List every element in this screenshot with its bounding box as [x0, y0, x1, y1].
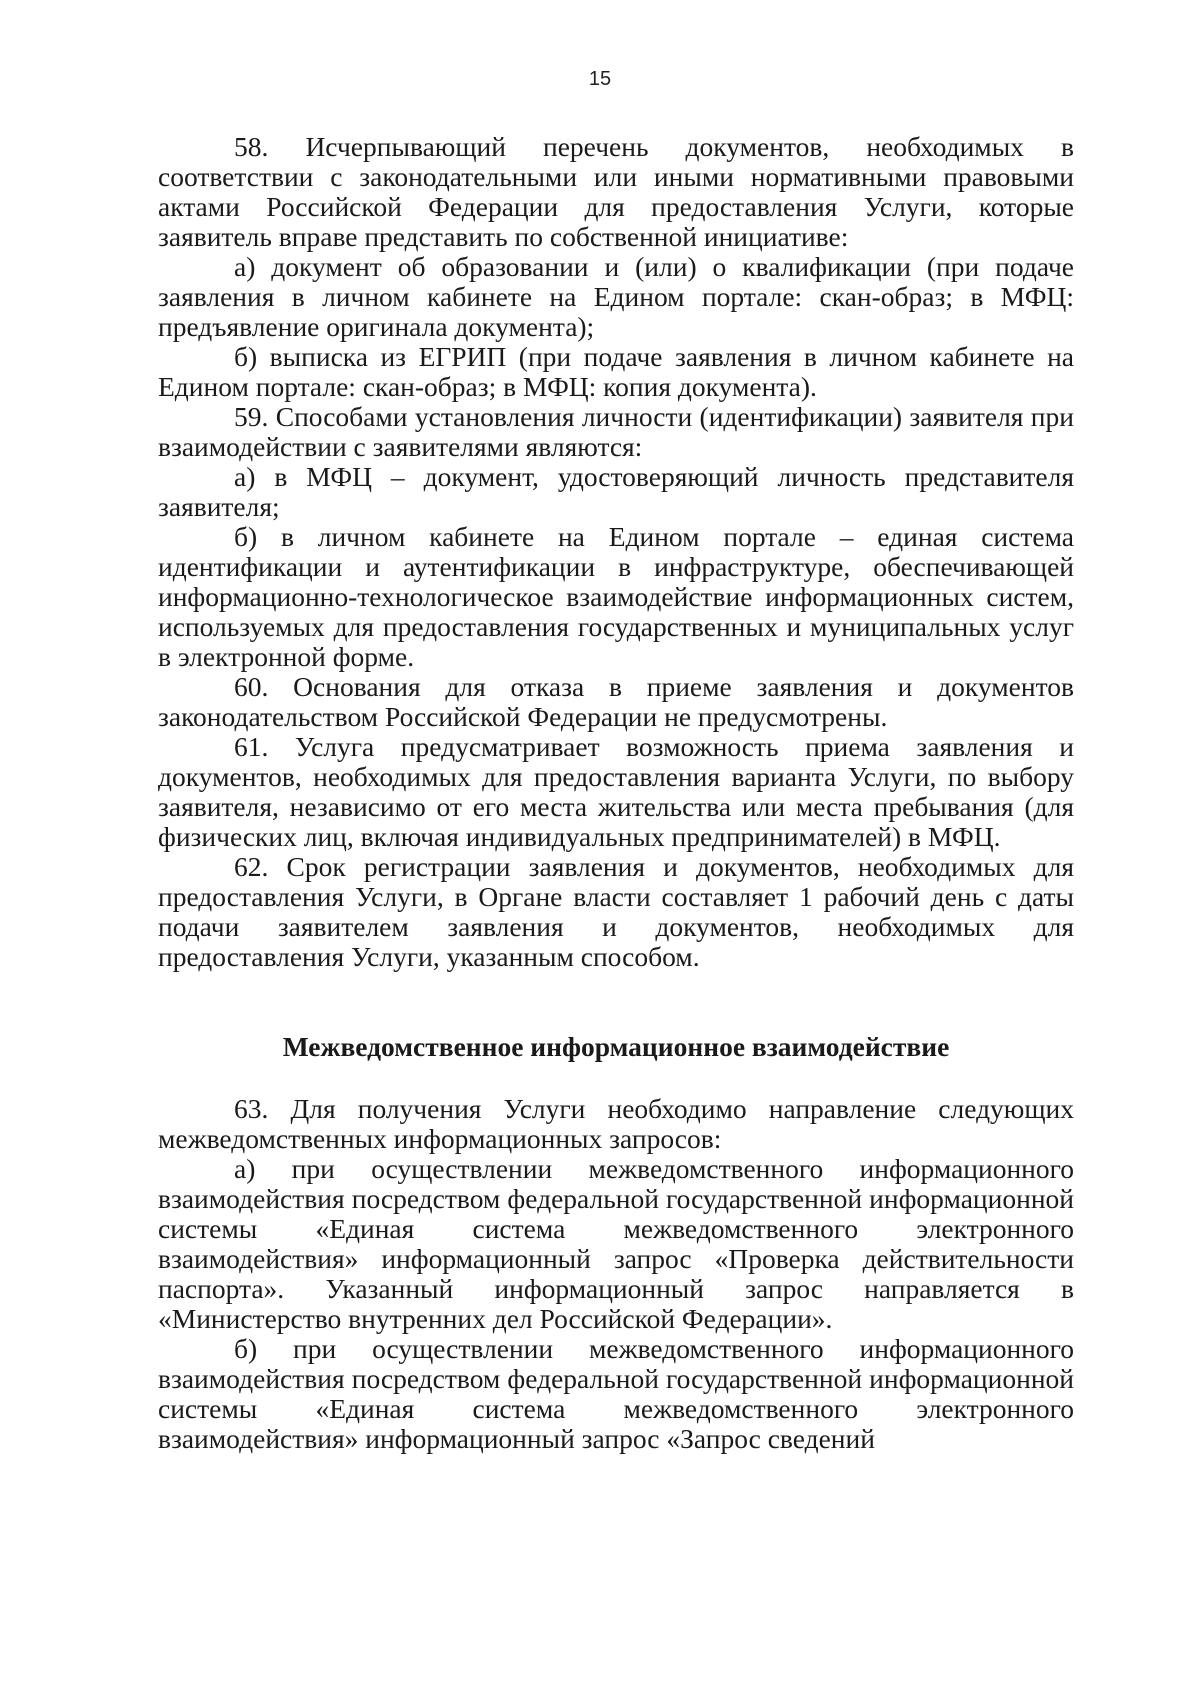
paragraph-58-b: б) выписка из ЕГРИП (при подаче заявления в личном кабинете на Едином портале: скан-образ; в МФЦ: копия документа). [158, 341, 1074, 402]
paragraph-62: 62. Срок регистрации заявления и документов, необходимых для предоставления Услуги, в Органе власти составляет 1 рабочий день с даты подачи заявителем заявления и документов, необходимых для предоставления Услуги, указанным способом. [158, 851, 1074, 972]
paragraph-63-b: б) при осуществлении межведомственного информационного взаимодействия посредством федеральной государственной информационной системы «Единая система межведомственного электронного взаимодействия» информационный запрос «Запрос сведений [158, 1333, 1074, 1454]
page-number: 15 [588, 68, 612, 90]
paragraph-59: 59. Способами установления личности (идентификации) заявителя при взаимодействии с заявителями являются: [158, 401, 1074, 462]
paragraph-63: 63. Для получения Услуги необходимо направление следующих межведомственных информационных запросов: [158, 1093, 1074, 1154]
paragraph-61: 61. Услуга предусматривает возможность приема заявления и документов, необходимых для предоставления варианта Услуги, по выбору заявителя, независимо от его места жительства или места пребывания (для физических лиц, включая индивидуальных предпринимателей) в МФЦ. [158, 731, 1074, 852]
paragraph-63-a: а) при осуществлении межведомственного информационного взаимодействия посредством федеральной государственной информационной системы «Единая система межведомственного электронного взаимодействия» информационный запрос «Проверка действительности паспорта». Указанный информационный запрос направляется в «Министерство внутренних дел Российской Федерации». [158, 1153, 1074, 1334]
paragraph-58: 58. Исчерпывающий перечень документов, необходимых в соответствии с законодательными или иными нормативными правовыми актами Российской Федерации для предоставления Услуги, которые заявитель вправе представить по собственной инициативе: [158, 131, 1074, 252]
paragraph-59-b: б) в личном кабинете на Едином портале – единая система идентификации и аутентификации в инфраструктуре, обеспечивающей информационно-технологическое взаимодействие информационных систем, используемых для предоставления государственных и муниципальных услуг в электронной форме. [158, 521, 1074, 672]
paragraph-58-a: а) документ об образовании и (или) о квалификации (при подаче заявления в личном кабинете на Едином портале: скан-образ; в МФЦ: предъявление оригинала документа); [158, 251, 1074, 342]
paragraph-59-a: а) в МФЦ – документ, удостоверяющий личность представителя заявителя; [158, 461, 1074, 522]
paragraph-60: 60. Основания для отказа в приеме заявления и документов законодательством Российской Федерации не предусмотрены. [158, 671, 1074, 732]
document-body [158, 132, 1074, 1454]
section-heading: Межведомственное информационное взаимодействие [282, 1031, 950, 1062]
